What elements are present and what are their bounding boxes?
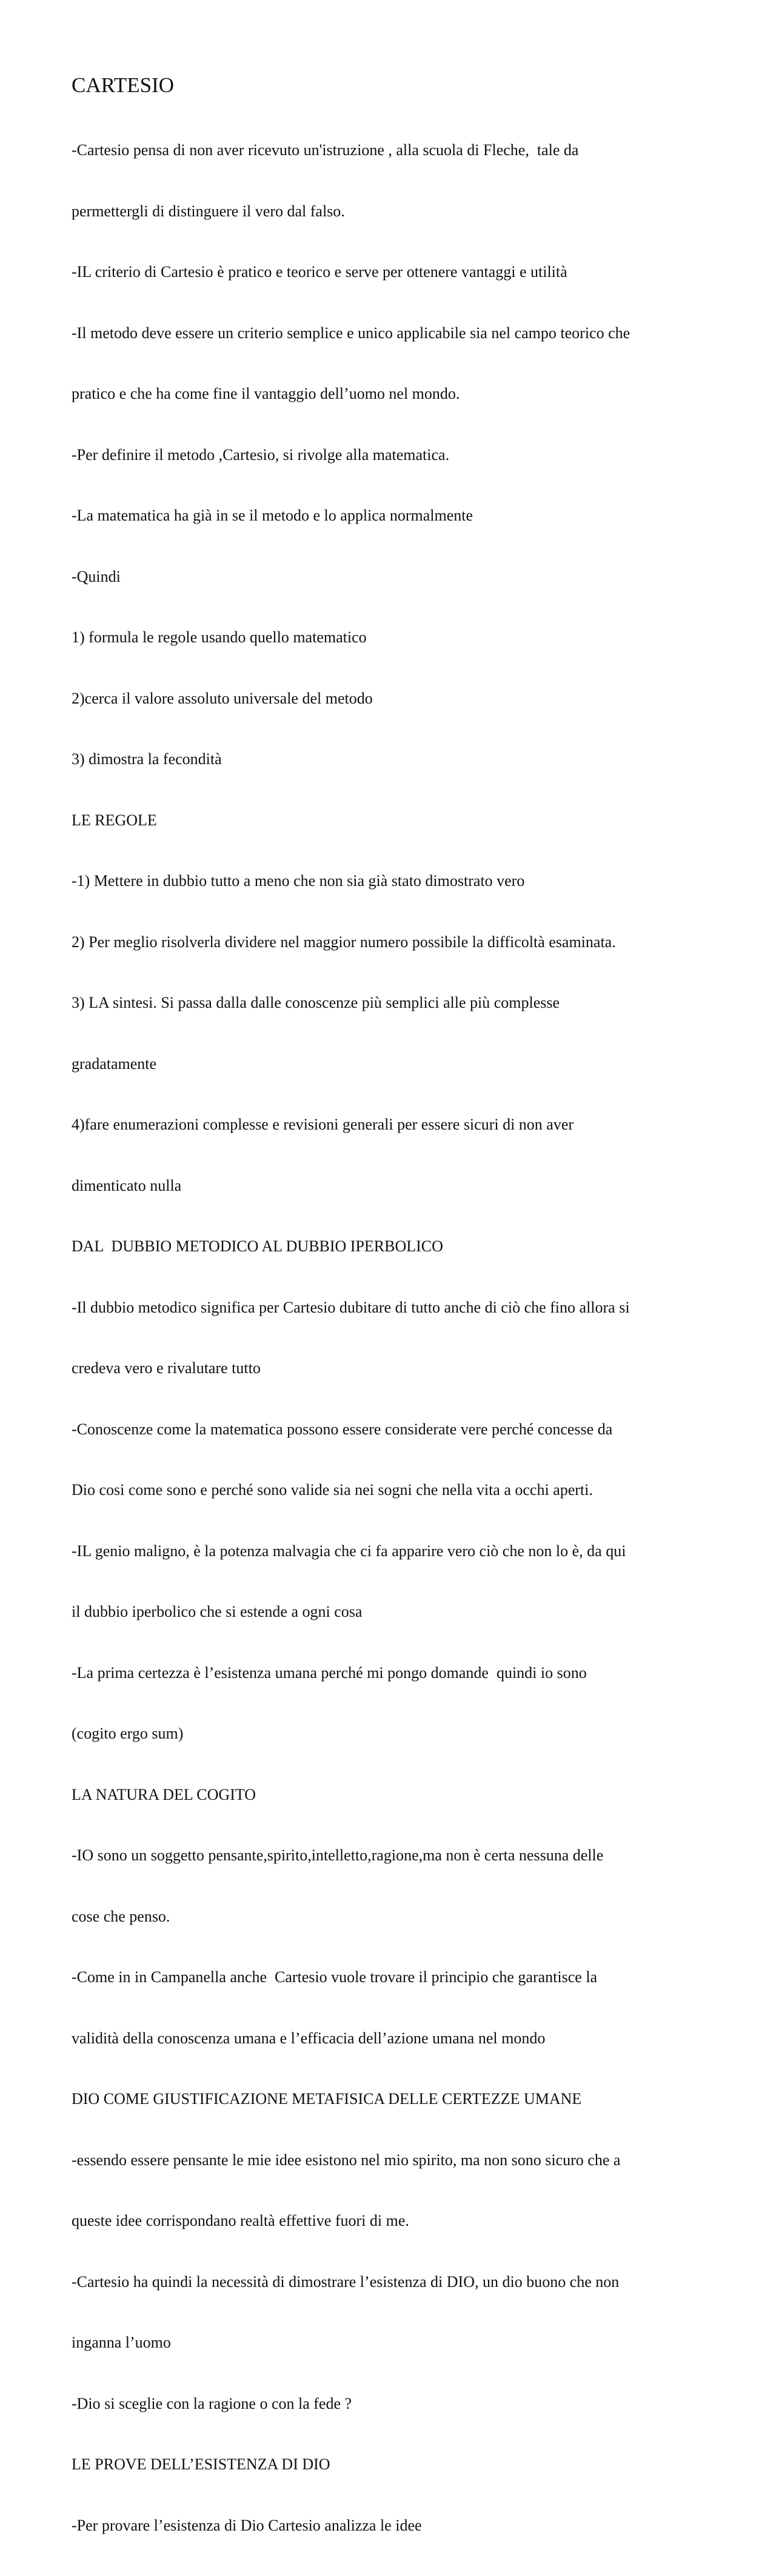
text-line: Dio cosi come sono e perché sono valide sia nei sogni che nella vita a occhi aperti. bbox=[72, 1481, 593, 1499]
text-line: -Dio si sceglie con la ragione o con la fede ? bbox=[72, 2394, 352, 2412]
text-line: (cogito ergo sum) bbox=[72, 1725, 184, 1742]
text-line: 2) Per meglio risolverla dividere nel maggior numero possibile la difficoltà esaminata. bbox=[72, 933, 616, 951]
text-line: gradatamente bbox=[72, 1054, 157, 1073]
text-line: -Quindi bbox=[72, 567, 121, 585]
text-line: queste idee corrispondano realtà effettive fuori di me. bbox=[72, 2212, 409, 2229]
text-line: -Cartesio pensa di non aver ricevuto un'istruzione , alla scuola di Fleche, tale da bbox=[72, 141, 579, 159]
text-line: -essendo essere pensante le mie idee esistono nel mio spirito, ma non sono sicuro che a bbox=[72, 2151, 621, 2169]
text-line: -Il metodo deve essere un criterio semplice e unico applicabile sia nel campo teorico che bbox=[72, 324, 630, 342]
text-line: -Per definire il metodo ,Cartesio, si rivolge alla matematica. bbox=[72, 445, 450, 464]
text-line: -Conoscenze come la matematica possono essere considerate vere perché concesse da bbox=[72, 1420, 613, 1438]
text-line: 3) dimostra la fecondità bbox=[72, 750, 222, 768]
text-line: inganna l’uomo bbox=[72, 2334, 171, 2351]
section-heading: LE PROVE DELL’ESISTENZA DI DIO bbox=[72, 2455, 330, 2473]
text-line: -La prima certezza è l’esistenza umana perché mi pongo domande quindi io sono bbox=[72, 1663, 587, 1682]
text-line: -IO sono un soggetto pensante,spirito,intelletto,ragione,ma non è certa nessuna delle bbox=[72, 1846, 604, 1864]
text-line: -IL genio maligno, è la potenza malvagia che ci fa apparire vero ciò che non lo è, da qui bbox=[72, 1542, 626, 1560]
text-line: -Come in in Campanella anche Cartesio vuole trovare il principio che garantisce la bbox=[72, 1968, 598, 1986]
text-line: dimenticato nulla bbox=[72, 1176, 182, 1194]
text-line: 4)fare enumerazioni complesse e revisioni generali per essere sicuri di non aver bbox=[72, 1116, 574, 1133]
text-line: -1) Mettere in dubbio tutto a meno che non sia già stato dimostrato vero bbox=[72, 872, 525, 890]
section-heading: LE REGOLE bbox=[72, 811, 157, 829]
text-line: 3) LA sintesi. Si passa dalla dalle conoscenze più semplici alle più complesse bbox=[72, 994, 560, 1011]
text-line: 1) formula le regole usando quello matematico bbox=[72, 628, 367, 646]
text-line: pratico e che ha come fine il vantaggio dell’uomo nel mondo. bbox=[72, 385, 460, 402]
text-line: -IL criterio di Cartesio è pratico e teorico e serve per ottenere vantaggi e utilità bbox=[72, 263, 567, 281]
text-line: il dubbio iperbolico che si estende a ogni cosa bbox=[72, 1603, 363, 1620]
text-line: -Cartesio ha quindi la necessità di dimostrare l’esistenza di DIO, un dio buono che non bbox=[72, 2272, 620, 2291]
document-body bbox=[72, 99, 726, 2576]
text-line: validità della conoscenza umana e l’efficacia dell’azione umana nel mondo bbox=[72, 2029, 546, 2047]
text-line: 2)cerca il valore assoluto universale del metodo bbox=[72, 689, 373, 707]
section-heading: LA NATURA DEL COGITO bbox=[72, 1785, 256, 1803]
text-line: -Il dubbio metodico significa per Cartesio dubitare di tutto anche di ciò che fino allora si bbox=[72, 1298, 630, 1316]
text-line: permettergli di distinguere il vero dal falso. bbox=[72, 202, 345, 220]
text-line: -Per provare l’esistenza di Dio Cartesio analizza le idee bbox=[72, 2516, 422, 2534]
section-heading: DAL DUBBIO METODICO AL DUBBIO IPERBOLICO bbox=[72, 1237, 443, 1255]
section-heading: DIO COME GIUSTIFICAZIONE METAFISICA DELLE CERTEZZE UMANE bbox=[72, 2090, 582, 2108]
text-line: credeva vero e rivalutare tutto bbox=[72, 1359, 261, 1377]
document-title: CARTESIO bbox=[72, 73, 175, 97]
text-line: -La matematica ha già in se il metodo e lo applica normalmente bbox=[72, 507, 473, 524]
text-line: cose che penso. bbox=[72, 1907, 170, 1925]
document-page bbox=[72, 72, 726, 2576]
